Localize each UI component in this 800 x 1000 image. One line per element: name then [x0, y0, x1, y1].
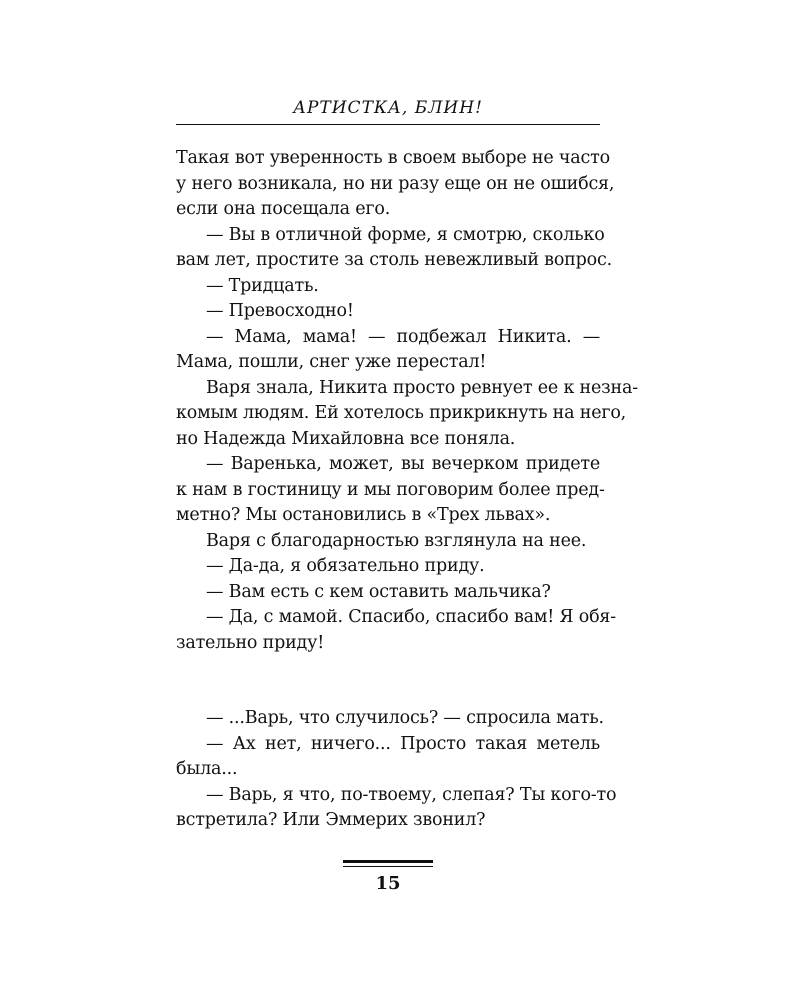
text-line: встретила? Или Эммерих звонил?: [176, 810, 486, 830]
text-line: метно? Мы остановились в «Трех львах».: [176, 505, 551, 525]
text-line: — Вы в отличной форме, я смотрю, сколько: [206, 224, 605, 245]
body-text: [176, 146, 638, 834]
text-line: — Превосходно!: [206, 301, 354, 321]
text-line: Варя с благодарностью взглянула на нее.: [206, 530, 587, 551]
text-line: Варя знала, Никита просто ревнует ее к незна-: [206, 377, 638, 398]
page-number: 15: [375, 873, 401, 894]
text-line: — ...Варь, что случилось? — спросила мать.: [206, 708, 604, 728]
section-break: [176, 656, 600, 706]
text-line: у него возникала, но ни разу еще он не ошибся,: [176, 173, 615, 194]
text-line: — Вам есть с кем оставить мальчика?: [206, 581, 551, 602]
running-title: АРТИСТКА, БЛИН!: [293, 98, 483, 118]
text-line: вам лет, простите за столь невежливый вопрос.: [176, 250, 612, 270]
text-line: — Варь, я что, по-твоему, слепая? Ты кого-то: [206, 784, 617, 805]
text-line: была...: [176, 759, 238, 779]
text-line: к нам в гостиницу и мы поговорим более пред-: [176, 479, 605, 500]
text-line: Мама, пошли, снег уже перестал!: [176, 352, 487, 372]
text-line: но Надежда Михайловна все поняла.: [176, 428, 516, 449]
header-rule: [176, 124, 600, 125]
text-line: Такая вот уверенность в своем выборе не часто: [176, 148, 610, 168]
text-line: — Да-да, я обязательно приду.: [206, 556, 485, 576]
text-line: если она посещала его.: [176, 199, 391, 219]
footer-rule-thick: [343, 860, 433, 863]
text-line: — Мама, мама! — подбежал Никита. —: [206, 326, 600, 347]
text-line: — Ах нет, ничего... Просто такая метель: [206, 733, 600, 754]
text-line: комым людям. Ей хотелось прикрикнуть на него,: [176, 403, 627, 423]
text-line: — Тридцать.: [206, 275, 319, 296]
text-line: — Варенька, может, вы вечерком придете: [206, 454, 600, 474]
text-line: зательно приду!: [176, 632, 325, 653]
footer-rule-thin: [343, 866, 433, 867]
text-line: — Да, с мамой. Спасибо, спасибо вам! Я обя-: [206, 607, 616, 627]
